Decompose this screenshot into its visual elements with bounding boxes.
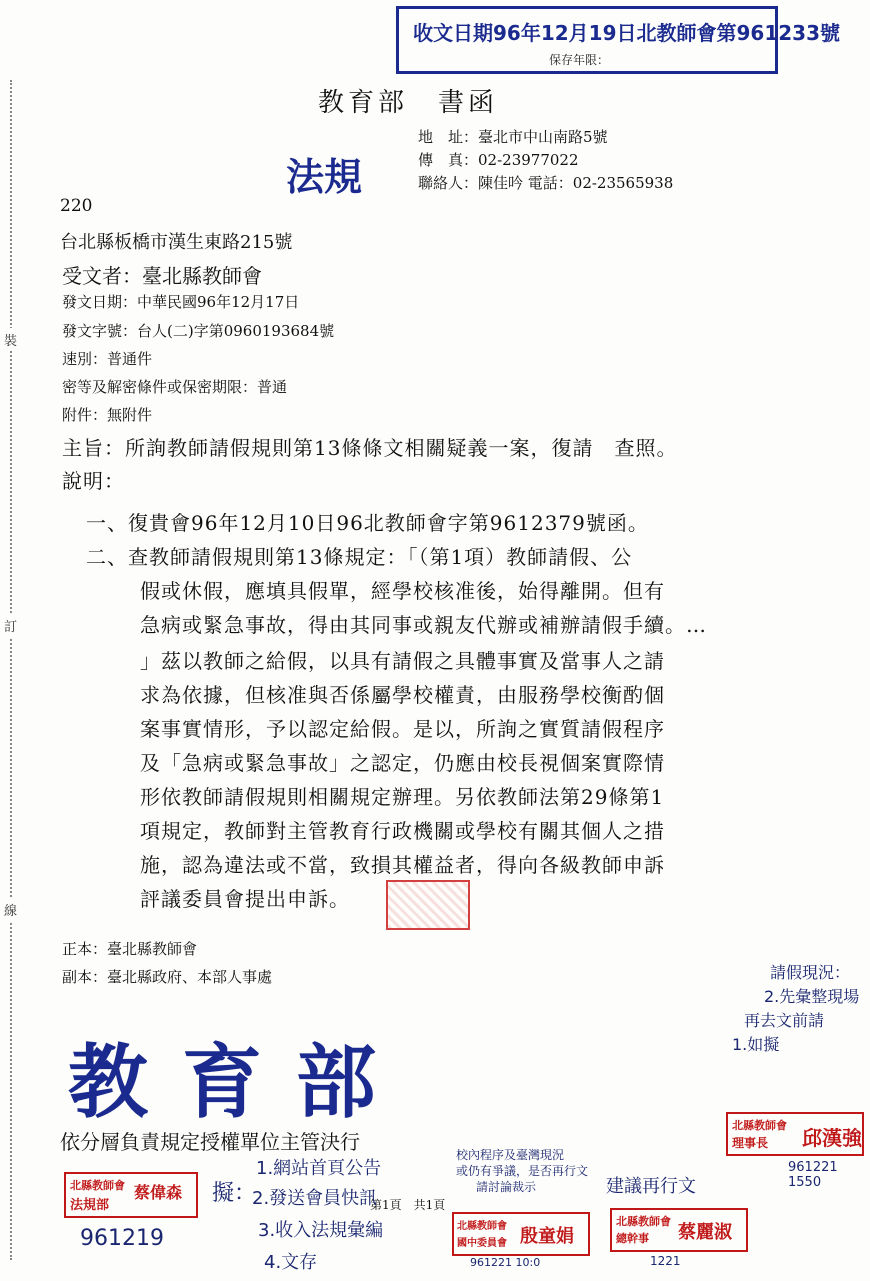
distribution-copy: 副本：臺北縣政府、本部人事處 — [62, 968, 273, 986]
document-number: 發文字號：台人(二)字第0960193684號 — [62, 322, 335, 340]
explanation-label: 說明： — [62, 469, 125, 493]
explanation-line: 二、查教師請假規則第13條規定：「（第1項）教師請假、公 — [86, 545, 633, 569]
explanation-line: 形依教師請假規則相關規定辦理。另依教師法第29條第1 — [140, 785, 665, 809]
speed-class: 速別：普通件 — [62, 350, 153, 368]
margin-mark-xian: 線 — [4, 898, 17, 921]
legal-dept-stamp — [64, 1172, 198, 1218]
subject: 主旨：所詢教師請假規則第13條條文相關疑義一案，復請 查照。 — [62, 436, 678, 460]
explanation-line: 求為依據，但核准與否係屬學校權責，由服務學校衡酌個 — [140, 683, 665, 707]
receipt-stamp — [396, 6, 840, 74]
retention-label: 保存年限： — [549, 53, 610, 67]
explanation-line: 假或休假，應填具假單，經學校核准後，始得離開。但有 — [140, 579, 665, 603]
stamp-person: 蔡麗淑 — [678, 1222, 732, 1243]
stamp-title: 總幹事 — [616, 1232, 649, 1245]
handwritten-note: 再去文前請 — [744, 1011, 825, 1030]
issuer-name: 教育部 — [68, 1035, 410, 1129]
stamp-person: 邱漢強 — [802, 1126, 862, 1150]
legal-action: 4.文存 — [264, 1252, 318, 1273]
issue-date: 發文日期：中華民國96年12月17日 — [62, 293, 300, 311]
explanation-line: 施，認為違法或不當，致損其權益者，得向各級教師申訴 — [140, 853, 665, 877]
explanation-line: 案事實情形，予以認定給假。是以，所詢之實質請假程序 — [140, 717, 665, 741]
right-note: 建議再行文 — [606, 1176, 696, 1197]
middle-note: 校內程序及臺灣現況 — [456, 1148, 565, 1162]
page-indicator: 第1頁 共1頁 — [370, 1198, 446, 1212]
sender-fax: 傳 真：02-23977022 — [418, 151, 579, 169]
stamp-person: 蔡偉森 — [134, 1183, 183, 1202]
secretary-stamp — [610, 1208, 748, 1252]
explanation-line: 評議委員會提出申訴。 — [140, 887, 350, 911]
margin-mark-ding: 訂 — [4, 614, 17, 637]
receipt-stamp-text: 收文日期96年12月19日北教師會第961233號 — [413, 21, 840, 45]
distribution-main: 正本：臺北縣教師會 — [62, 940, 198, 958]
legal-action: 3.收入法規彙編 — [258, 1220, 384, 1241]
sender-contact: 聯絡人：陳佳吟 電話：02-23565938 — [418, 174, 674, 192]
stamp-org: 北縣教師會 — [616, 1215, 671, 1228]
handwritten-note: 請假現況： — [770, 963, 851, 982]
addressee: 受文者：臺北縣教師會 — [62, 264, 262, 288]
stamp-org: 北縣教師會 — [457, 1221, 507, 1232]
attachment: 附件：無附件 — [62, 406, 153, 424]
chair-date: 961221 1550 — [788, 1160, 838, 1190]
margin-mark-zhuang: 裝 — [4, 328, 17, 351]
binding-margin-line — [10, 80, 12, 1260]
middle-note: 請討論裁示 — [476, 1180, 537, 1194]
explanation-line: 急病或緊急事故，得由其同事或親友代辦或補辦請假手續。… — [140, 613, 707, 637]
security-level: 密等及解密條件或保密期限：普通 — [62, 378, 288, 396]
explanation-line: 項規定，教師對主管教育行政機關或學校有關其個人之措 — [140, 819, 665, 843]
category-mark: 法規 — [286, 155, 363, 199]
sender-address: 地 址：臺北市中山南路5號 — [418, 128, 608, 146]
stamp-title: 法規部 — [70, 1198, 110, 1213]
legal-action: 1.網站首頁公告 — [256, 1158, 382, 1179]
stamp-org: 北縣教師會 — [732, 1119, 787, 1132]
explanation-line: 一、復貴會96年12月10日96北教師會字第9612379號函。 — [86, 511, 649, 535]
right-date: 1221 — [650, 1254, 681, 1268]
middle-note: 或仍有爭議，是否再行文 — [456, 1164, 589, 1178]
middle-date: 961221 10:0 — [470, 1256, 541, 1269]
postal-code: 220 — [60, 196, 93, 216]
page-title: 教育部 書函 — [318, 88, 499, 118]
stamp-org: 北縣教師會 — [70, 1179, 125, 1192]
explanation-line: 及「急病或緊急事故」之認定，仍應由校長視個案實際情 — [140, 751, 665, 775]
stamp-title: 理事長 — [732, 1136, 769, 1150]
legal-action: 2.發送會員快訊 — [252, 1188, 378, 1209]
chair-stamp — [726, 1112, 864, 1156]
official-seal — [386, 880, 470, 930]
explanation-line: 」茲以教師之給假，以具有請假之具體事實及當事人之請 — [140, 649, 665, 673]
stamp-title: 國中委員會 — [457, 1238, 507, 1249]
stamp-person: 殷童娟 — [520, 1226, 574, 1247]
legal-date: 961219 — [80, 1226, 164, 1251]
committee-stamp — [452, 1212, 590, 1256]
handwritten-prefix: 擬： — [212, 1181, 257, 1206]
handwritten-note: 1.如擬 — [732, 1035, 780, 1054]
recipient-address: 台北縣板橋市漢生東路215號 — [60, 232, 293, 253]
authorization-note: 依分層負責規定授權單位主管決行 — [60, 1130, 360, 1154]
handwritten-note: 2.先彙整現場 — [764, 987, 860, 1006]
